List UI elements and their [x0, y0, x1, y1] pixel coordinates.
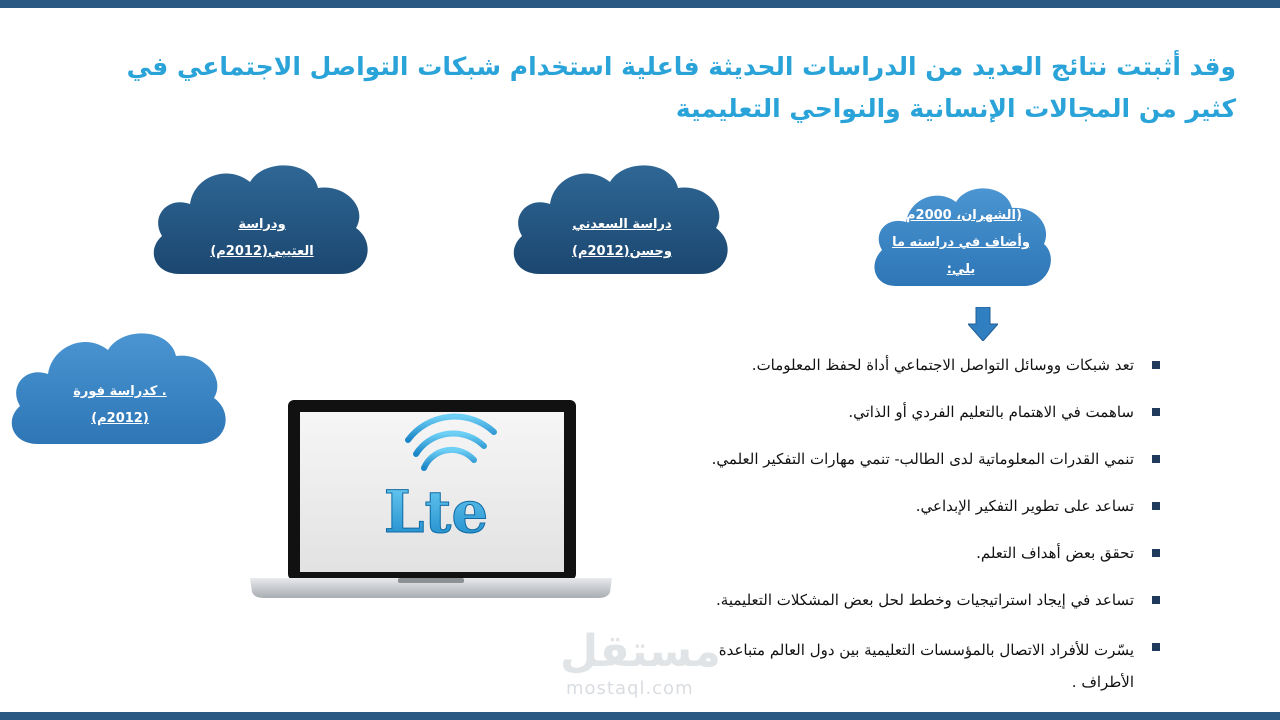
list-item: يسّرت للأفراد الاتصال بالمؤسسات التعليمية بين دول العالم متباعدة الأطراف . — [664, 634, 1160, 698]
square-bullet-icon — [1152, 502, 1160, 510]
cloud-text: ودراسة العتيبي(2012م) — [210, 217, 314, 259]
slide-headline: وقد أثبتت نتائج العديد من الدراسات الحديثة فاعلية استخدام شبكات التواصل الاجتماعي في كثير من المجالات الإنسانية والنواحي التعليمية — [126, 52, 1236, 123]
square-bullet-icon — [1152, 596, 1160, 604]
list-item: تساعد في إيجاد استراتيجيات وخطط لحل بعض المشكلات التعليمية. — [600, 587, 1160, 613]
list-item: تعد شبكات ووسائل التواصل الاجتماعي أداة لحفظ المعلومات. — [600, 352, 1160, 378]
watermark-logo: مستقل — [560, 626, 721, 677]
watermark — [560, 626, 740, 716]
cloud-otaibi — [146, 156, 378, 276]
list-item: تنمي القدرات المعلوماتية لدى الطالب- تنمي مهارات التفكير العلمي. — [600, 446, 1160, 472]
laptop-illustration — [248, 398, 614, 602]
laptop-hinge — [398, 578, 464, 583]
bottom-accent-bar — [0, 712, 1280, 720]
square-bullet-icon — [1152, 549, 1160, 557]
lte-logo-text: Lte — [383, 478, 489, 546]
cloud-text: . كدراسة فورة (2012م) — [73, 384, 167, 426]
list-item: ساهمت في الاهتمام بالتعليم الفردي أو الذاتي. — [600, 399, 1160, 425]
square-bullet-icon — [1152, 643, 1160, 651]
cloud-shahran — [866, 178, 1056, 298]
square-bullet-icon — [1152, 361, 1160, 369]
cloud-foura — [4, 324, 236, 446]
watermark-url: mostaql.com — [566, 678, 694, 699]
list-item: تساعد على تطوير التفكير الإبداعي. — [600, 493, 1160, 519]
list-item: تحقق بعض أهداف التعلم. — [600, 540, 1160, 566]
cloud-text: دراسة السعدني وحسن(2012م) — [572, 217, 672, 259]
square-bullet-icon — [1152, 455, 1160, 463]
down-arrow-icon — [968, 307, 998, 341]
cloud-text: (الشهران، 2000م) وأضاف في دراسته ما يلي: — [892, 208, 1030, 277]
square-bullet-icon — [1152, 408, 1160, 416]
top-accent-bar — [0, 0, 1280, 8]
cloud-saadani — [506, 156, 738, 276]
